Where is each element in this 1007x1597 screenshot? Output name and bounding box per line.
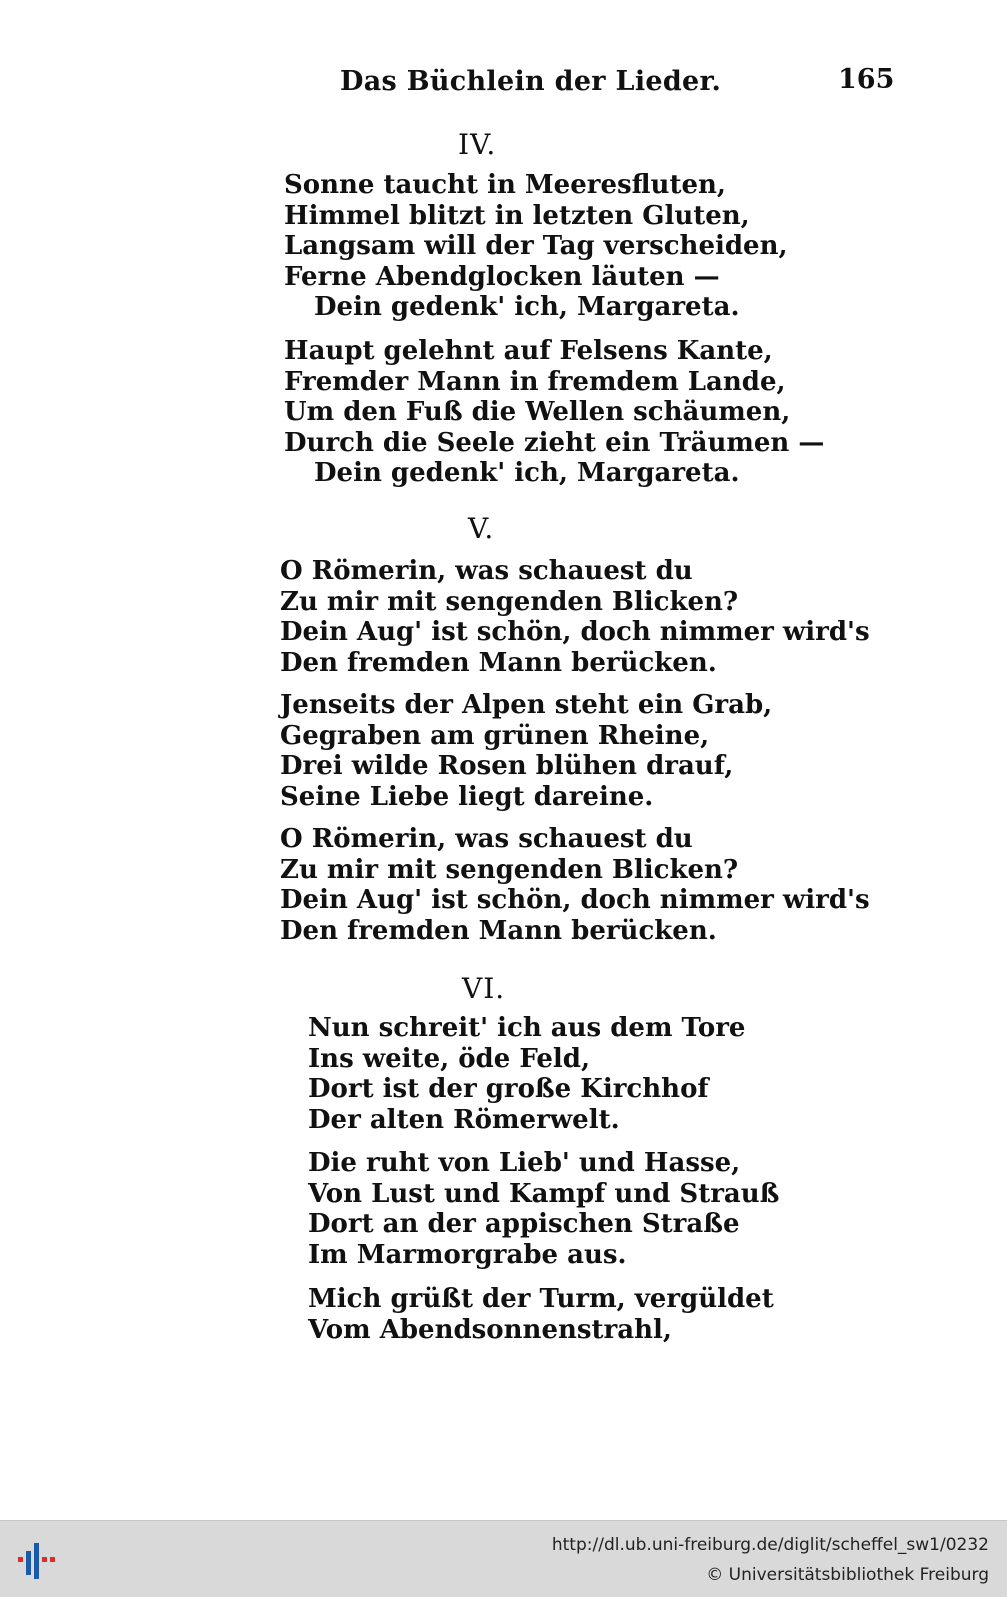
source-url[interactable]: http://dl.ub.uni-freiburg.de/diglit/scheffel_sw1/0232 — [551, 1535, 989, 1555]
verse-refrain: Dein gedenk' ich, Margareta. — [314, 292, 740, 322]
verse-line: Den fremden Mann berücken. — [280, 647, 717, 678]
stanza — [280, 556, 870, 678]
verse-line: Dein Aug' ist schön, doch nimmer wird's — [280, 885, 870, 915]
verse-line: Mich grüßt der Turm, vergüldet — [308, 1284, 774, 1314]
verse-line: Himmel blitzt in letzten Gluten, — [284, 200, 750, 231]
section-heading-vi: VI. — [462, 972, 506, 1005]
stanza — [308, 1148, 779, 1270]
verse-line: Ferne Abendglocken läuten — — [284, 261, 720, 292]
verse-line: Vom Abendsonnenstrahl, — [308, 1314, 672, 1345]
verse-line: Ins weite, öde Feld, — [308, 1043, 591, 1074]
verse-line: Dein Aug' ist schön, doch nimmer wird's — [280, 617, 870, 647]
section-heading-iv: IV. — [458, 128, 497, 161]
verse-line: Von Lust und Kampf und Strauß — [308, 1178, 780, 1209]
verse-line: O Römerin, was schauest du — [280, 556, 693, 586]
verse-line: Die ruht von Lieb' und Hasse, — [308, 1148, 741, 1178]
verse-line: Im Marmorgrabe aus. — [308, 1239, 627, 1270]
verse-line: Nun schreit' ich aus dem Tore — [308, 1013, 746, 1043]
verse-line: Gegraben am grünen Rheine, — [280, 720, 710, 751]
verse-line: Den fremden Mann berücken. — [280, 915, 717, 946]
verse-line: Langsam will der Tag verscheiden, — [284, 231, 788, 261]
verse-line: Haupt gelehnt auf Felsens Kante, — [284, 336, 773, 366]
verse-line: O Römerin, was schauest du — [280, 824, 693, 854]
section-heading-v: V. — [468, 512, 495, 545]
verse-line: Seine Liebe liegt dareine. — [280, 781, 654, 812]
verse-line: Sonne taucht in Meeresfluten, — [284, 170, 726, 200]
verse-line: Zu mir mit sengenden Blicken? — [280, 854, 739, 885]
verse-line: Jenseits der Alpen steht ein Grab, — [280, 690, 773, 720]
stanza — [284, 170, 788, 323]
page-number: 165 — [838, 64, 895, 95]
stanza — [308, 1013, 745, 1135]
footer-bar — [0, 1520, 1007, 1597]
verse-line: Zu mir mit sengenden Blicken? — [280, 586, 739, 617]
stanza — [308, 1284, 774, 1345]
ub-freiburg-logo-icon[interactable] — [12, 1531, 68, 1587]
verse-line: Um den Fuß die Wellen schäumen, — [284, 397, 791, 427]
verse-line: Dort an der appischen Straße — [308, 1209, 740, 1239]
verse-line: Dort ist der große Kirchhof — [308, 1074, 709, 1104]
verse-line: Fremder Mann in fremdem Lande, — [284, 366, 786, 397]
verse-refrain: Dein gedenk' ich, Margareta. — [314, 458, 740, 488]
verse-line: Der alten Römerwelt. — [308, 1104, 620, 1135]
verse-line: Durch die Seele zieht ein Träumen — — [284, 427, 825, 458]
stanza — [284, 336, 824, 489]
running-title: Das Büchlein der Lieder. — [340, 66, 722, 97]
stanza — [280, 824, 870, 946]
stanza — [280, 690, 772, 812]
copyright-notice: © Universitätsbibliothek Freiburg — [706, 1565, 989, 1585]
verse-line: Drei wilde Rosen blühen drauf, — [280, 751, 734, 781]
